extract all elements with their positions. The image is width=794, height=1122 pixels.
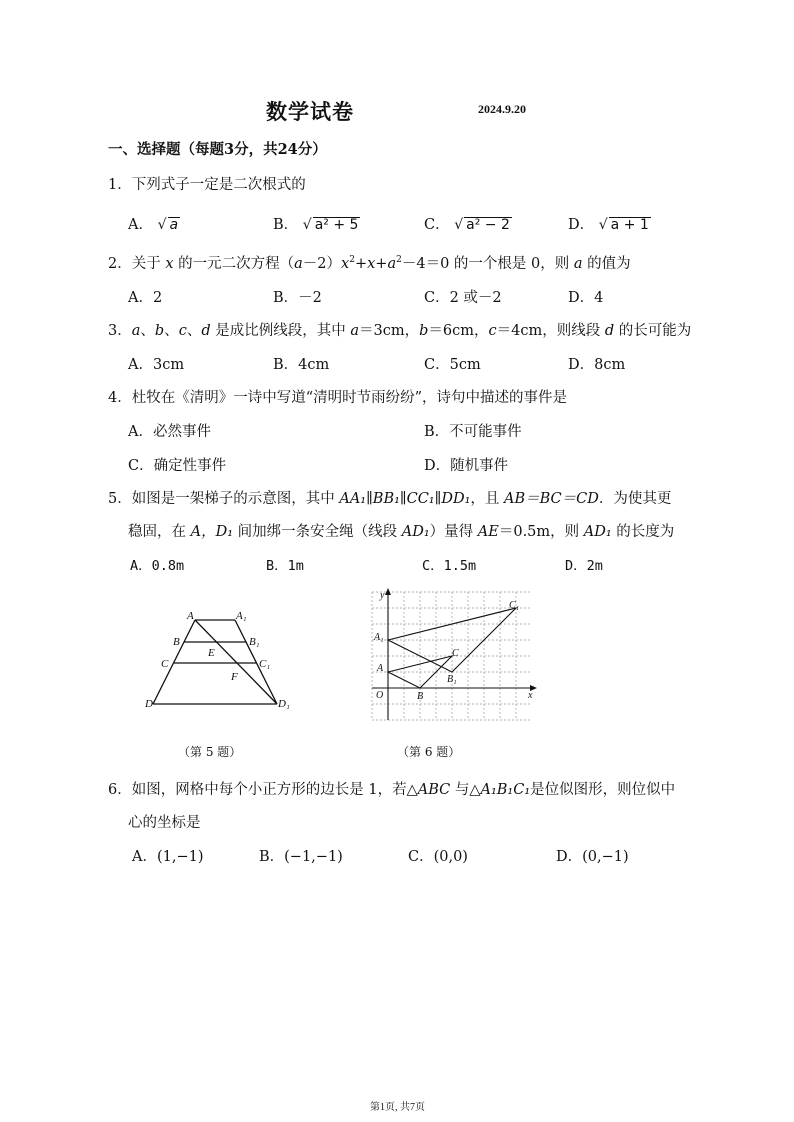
q3-option-a: A．3cm: [128, 357, 185, 373]
question-1-stem: 1．下列式子一定是二次根式的: [108, 177, 306, 193]
question-5-stem-line-2: 稳固，在 A，D₁ 间加绑一条安全绳（线段 AD₁）量得 AE＝0.5m，则 AD₁ 的长度为: [128, 524, 675, 540]
ladder-left-rail: [153, 620, 195, 704]
q1-option-a: A． √ a: [128, 217, 179, 233]
figure-6-grid: [362, 588, 540, 724]
label-f: F: [231, 671, 238, 683]
question-4-stem: 4．杜牧在《清明》一诗中写道“清明时节雨纷纷”，诗句中描述的事件是: [108, 390, 568, 406]
q1-option-b: B． √ a² + 5: [273, 217, 359, 233]
label-b1: B₁: [249, 636, 260, 648]
q1-option-d: D． √ a + 1: [568, 217, 649, 233]
q3-option-c: C．5cm: [424, 357, 481, 373]
page-title: 数学试卷: [266, 99, 354, 124]
label-b1: B₁: [447, 674, 457, 685]
label-b: B: [173, 636, 180, 648]
q5-option-a: A．0.8m: [130, 558, 185, 574]
label-a1: A₁: [374, 632, 384, 643]
label-a: A: [187, 612, 194, 622]
q6-option-b: B．(−1,−1): [259, 849, 343, 865]
label-o: O: [376, 690, 384, 701]
q1-option-c: C． √ a² − 2: [424, 217, 510, 233]
q5-option-b: B．1m: [266, 558, 304, 574]
q4-option-b: B．不可能事件: [424, 424, 522, 440]
label-e: E: [208, 647, 215, 659]
q2-option-a: A．2: [128, 290, 163, 306]
q6-option-c: C．(0,0): [408, 849, 468, 865]
label-c: C: [161, 658, 169, 670]
q4-option-d: D．随机事件: [424, 458, 509, 474]
exam-date: 2024.9.20: [478, 102, 526, 116]
label-d: D: [145, 698, 153, 710]
q3-option-b: B．4cm: [273, 357, 330, 373]
question-2-stem: 2．关于 x 的一元二次方程$(a-2)x^2+x+a^2-4=0$ 的一个根是 0，则 a 的值为: [108, 255, 631, 272]
label-x: x: [528, 690, 533, 701]
question-6-stem-line-2: 心的坐标是: [128, 815, 201, 831]
q5-option-d: D．2m: [565, 558, 603, 574]
question-6-stem-line-1: 6．如图，网格中每个小正方形的边长是 1，若△ABC 与△A₁B₁C₁是位似图形，则位似中: [108, 782, 676, 798]
section-heading: 一、选择题（每题3分，共24分）: [108, 141, 327, 158]
label-b: B: [417, 691, 424, 702]
question-3-stem: 3．a、b、c、d 是成比例线段，其中 a＝3cm，b＝6cm，c＝4cm，则线段 d 的长可能为: [108, 323, 692, 339]
q2-option-c: C．2 或－2: [424, 290, 502, 306]
q6-option-a: A．(1,−1): [132, 849, 204, 865]
question-5-stem-line-1: 5．如图是一架梯子的示意图，其中 AA₁∥BB₁∥CC₁∥DD₁，且 AB＝BC＝CD．为使其更: [108, 491, 672, 507]
q6-option-d: D．(0,−1): [556, 849, 629, 865]
q5-option-c: C．1.5m: [422, 558, 477, 574]
figure-6-caption: （第 6 题）: [397, 745, 461, 759]
label-a: A: [377, 663, 384, 674]
label-c1: C₁: [509, 600, 520, 611]
ladder-right-rail: [235, 620, 277, 704]
label-d1: D₁: [278, 698, 290, 710]
label-c1: C₁: [259, 658, 271, 670]
label-y: y: [380, 590, 385, 601]
q4-option-c: C．确定性事件: [128, 458, 227, 474]
q3-option-d: D．8cm: [568, 357, 626, 373]
q2-option-d: D．4: [568, 290, 604, 306]
figure-5-ladder: [135, 612, 305, 727]
figure-5-caption: （第 5 题）: [178, 745, 242, 759]
q4-option-a: A．必然事件: [128, 424, 211, 440]
label-c: C: [452, 648, 459, 659]
label-a1: A₁: [236, 612, 247, 622]
q2-option-b: B．－2: [273, 290, 322, 306]
page-footer: 第1页, 共7页: [370, 1102, 425, 1113]
